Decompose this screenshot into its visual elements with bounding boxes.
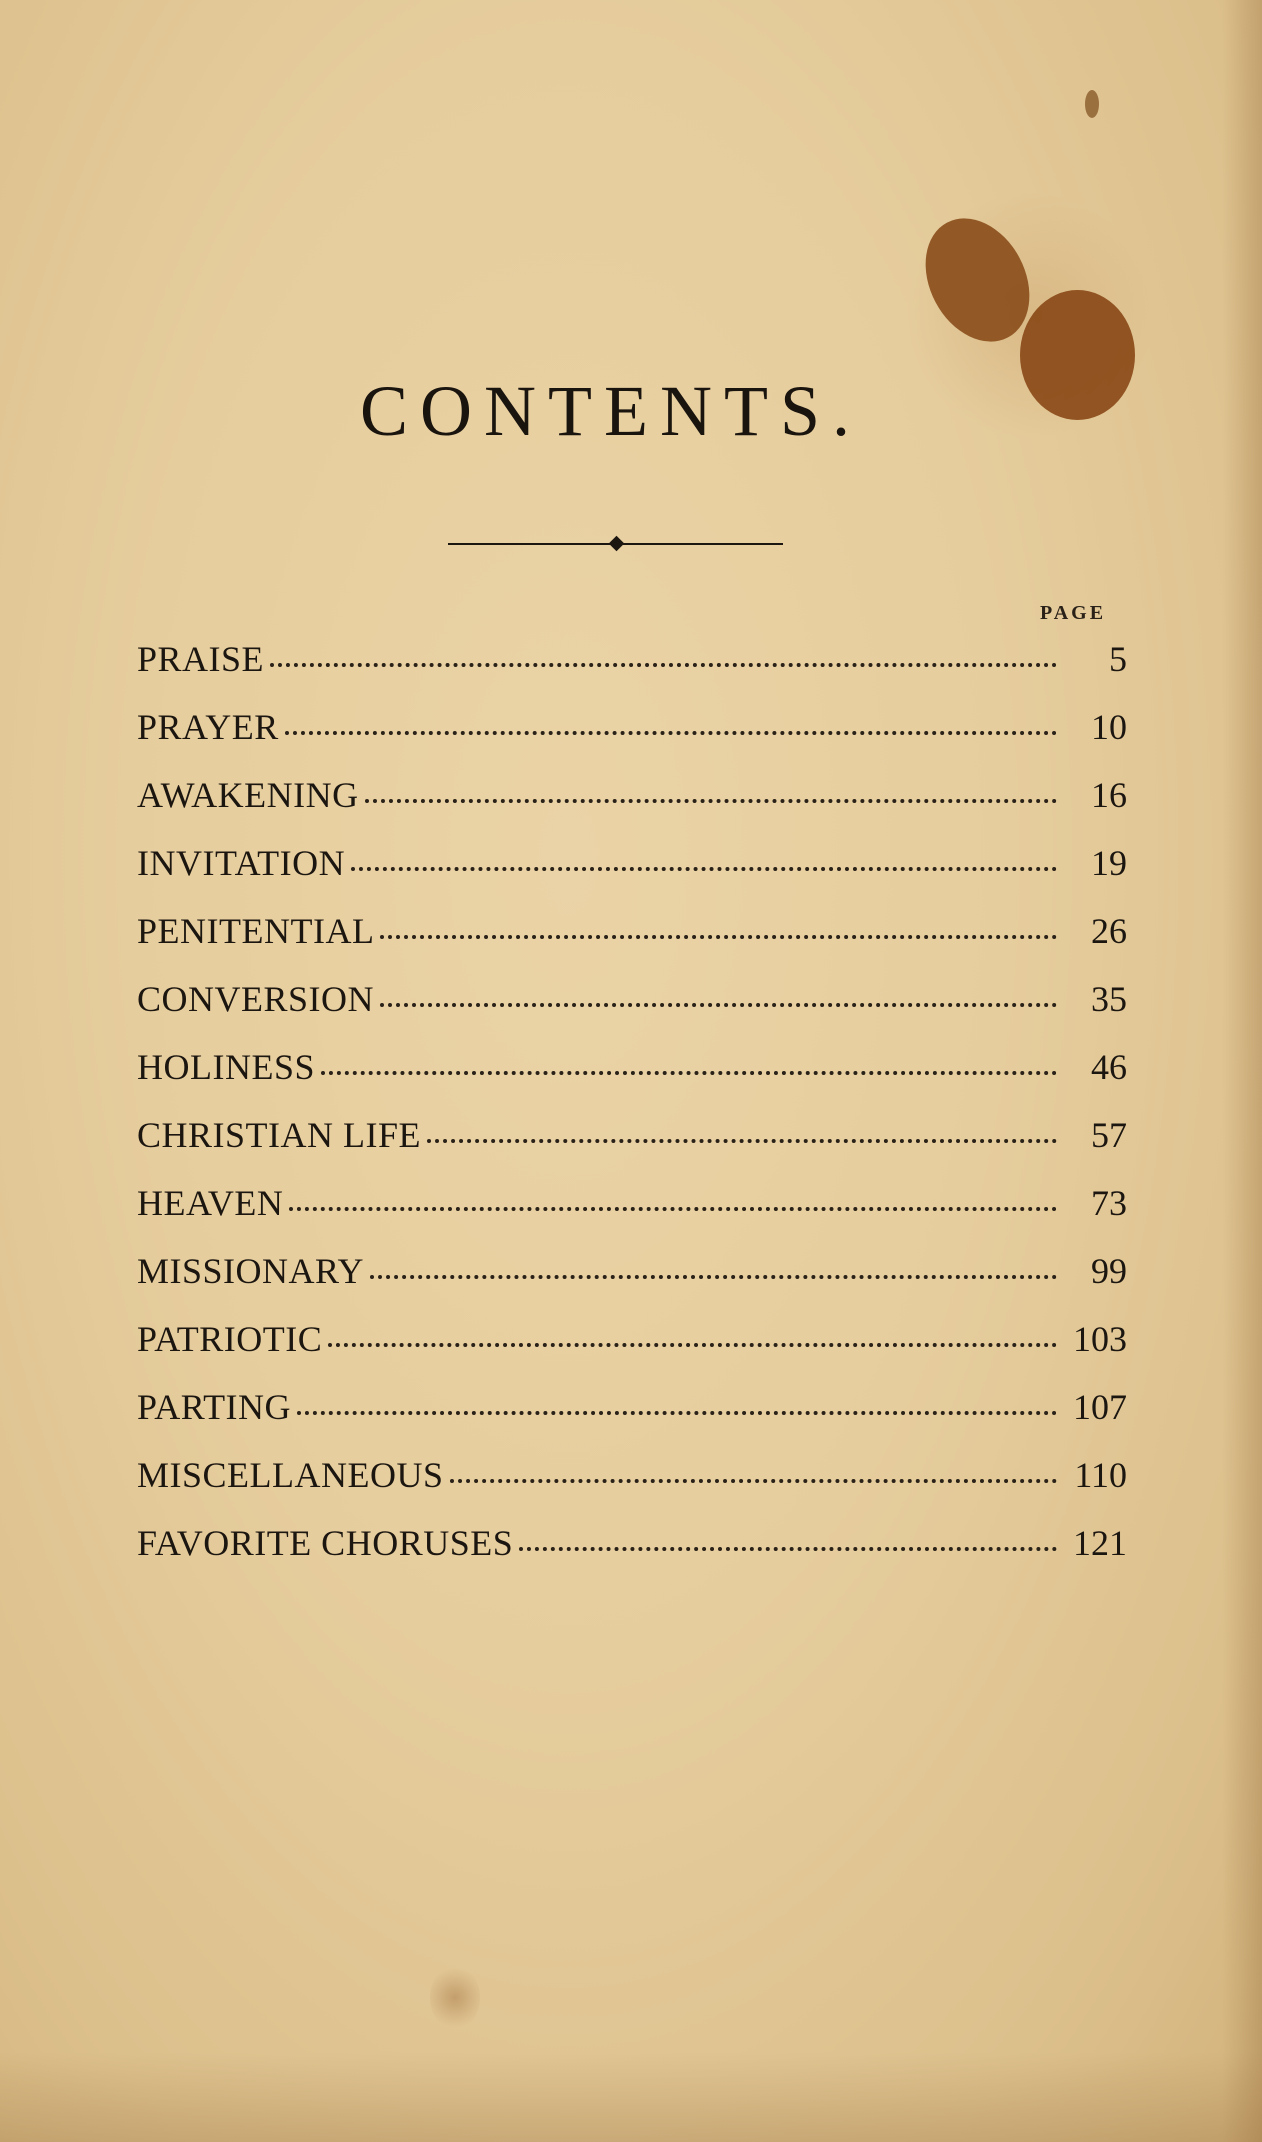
toc-entry-page: 46 (1091, 1047, 1127, 1087)
toc-entry[interactable] (137, 638, 1127, 706)
dot-leader (321, 1071, 1057, 1075)
toc-entry-label: AWAKENING (137, 775, 359, 815)
toc-entry[interactable] (137, 978, 1127, 1046)
toc-entry[interactable] (137, 1386, 1127, 1454)
dot-leader (380, 1003, 1057, 1007)
toc-entry-label: HEAVEN (137, 1183, 284, 1223)
toc-entry-page: 10 (1091, 707, 1127, 747)
toc-entry-label: MISSIONARY (137, 1251, 365, 1291)
dot-leader (270, 663, 1057, 667)
toc-entry-page: 73 (1091, 1183, 1127, 1223)
dot-leader (519, 1547, 1057, 1551)
page-title (0, 370, 1262, 453)
toc-entry-page: 5 (1109, 639, 1127, 679)
toc-entry[interactable] (137, 910, 1127, 978)
toc-entry-label: CHRISTIAN LIFE (137, 1115, 421, 1155)
dot-leader (289, 1207, 1057, 1211)
toc-entry-page: 19 (1091, 843, 1127, 883)
dot-leader (351, 867, 1057, 871)
page-edge-shadow (0, 2052, 1262, 2142)
toc-entry-page: 26 (1091, 911, 1127, 951)
toc-entry-page: 35 (1091, 979, 1127, 1019)
toc-entry[interactable] (137, 1318, 1127, 1386)
toc-entry[interactable] (137, 1182, 1127, 1250)
toc-entry-page: 16 (1091, 775, 1127, 815)
dot-leader (450, 1479, 1057, 1483)
dot-leader (380, 935, 1057, 939)
page-title-text: CONTENTS. (360, 371, 862, 451)
toc-entry-page: 121 (1073, 1523, 1127, 1563)
toc-entry-page: 57 (1091, 1115, 1127, 1155)
toc-entry-label: CONVERSION (137, 979, 375, 1019)
toc-entry-label: PATRIOTIC (137, 1319, 323, 1359)
toc-entry[interactable] (137, 842, 1127, 910)
toc-entry[interactable] (137, 1114, 1127, 1182)
toc-entry[interactable] (137, 1454, 1127, 1522)
toc-entry-page: 103 (1073, 1319, 1127, 1359)
toc-entry-label: MISCELLANEOUS (137, 1455, 444, 1495)
toc-entry-label: HOLINESS (137, 1047, 316, 1087)
toc-entry[interactable] (137, 1046, 1127, 1114)
toc-entry[interactable] (137, 1522, 1127, 1590)
toc-entry-page: 110 (1074, 1455, 1127, 1495)
dot-leader (285, 731, 1057, 735)
divider-ornament (609, 536, 625, 552)
toc-entry[interactable] (137, 706, 1127, 774)
page-column-heading: PAGE (1040, 602, 1107, 624)
toc-entry-label: PARTING (137, 1387, 292, 1427)
toc-entry-label: PENITENTIAL (137, 911, 375, 951)
toc-entry[interactable] (137, 1250, 1127, 1318)
toc-entry-label: PRAISE (137, 639, 265, 679)
toc-entry[interactable] (137, 774, 1127, 842)
toc-entry-label: INVITATION (137, 843, 346, 883)
dot-leader (365, 799, 1057, 803)
ink-spot (1085, 90, 1099, 118)
dot-leader (328, 1343, 1057, 1347)
dot-leader (297, 1411, 1057, 1415)
dot-leader (427, 1139, 1057, 1143)
toc-entry-label: PRAYER (137, 707, 279, 747)
page-edge-shadow (1222, 0, 1262, 2142)
table-of-contents (137, 638, 1127, 1590)
paper-stain (430, 1965, 480, 2030)
dot-leader (370, 1275, 1057, 1279)
toc-entry-label: FAVORITE CHORUSES (137, 1523, 514, 1563)
toc-entry-page: 107 (1073, 1387, 1127, 1427)
toc-entry-page: 99 (1091, 1251, 1127, 1291)
